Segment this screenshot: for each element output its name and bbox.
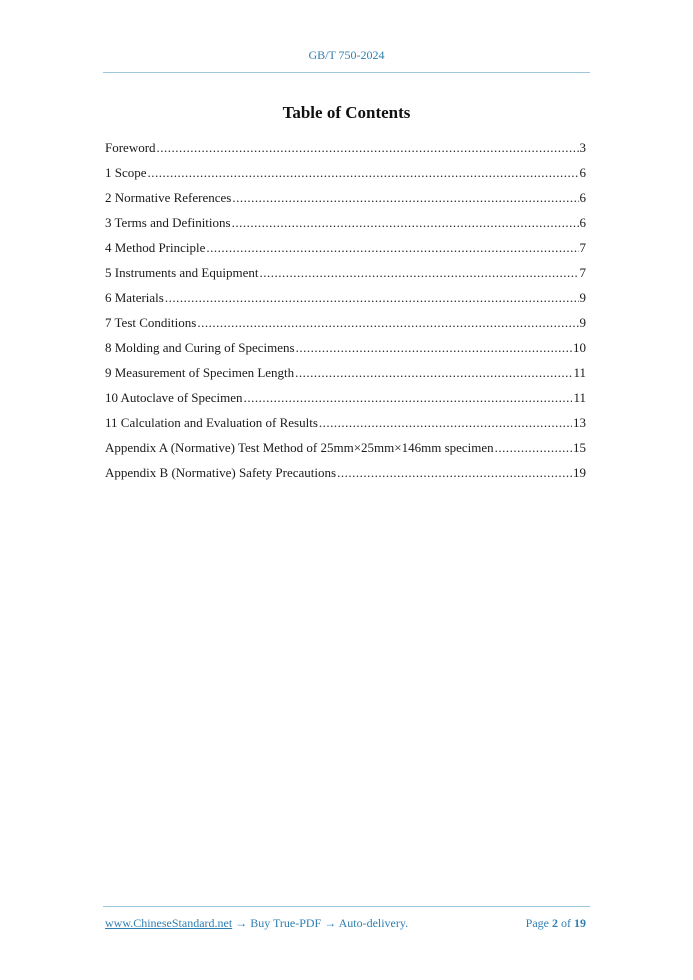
toc-entry-label: Foreword [105, 140, 156, 155]
toc-entry-label: 7 Test Conditions [105, 315, 197, 330]
dot-leader [319, 414, 572, 432]
running-header [103, 48, 590, 63]
toc-entry-label: 10 Autoclave of Specimen [105, 390, 243, 405]
standard-code: GB/T 750-2024 [308, 48, 385, 62]
toc-entry-page: 6 [579, 190, 586, 205]
toc-entry-calculation-and-evaluation[interactable] [105, 414, 586, 439]
dot-leader [244, 389, 573, 407]
toc-entry-normative-references[interactable] [105, 189, 586, 214]
toc-entry-page: 15 [573, 440, 586, 455]
website-link[interactable]: www.ChineseStandard.net [105, 916, 233, 930]
current-page-number: 2 [552, 916, 558, 930]
toc-entry-method-principle[interactable] [105, 239, 586, 264]
dot-leader [259, 264, 578, 282]
toc-entry-label: 8 Molding and Curing of Specimens [105, 340, 295, 355]
toc-entry-page: 9 [579, 290, 586, 305]
toc-entry-label: Appendix B (Normative) Safety Precautions [105, 465, 337, 480]
toc-entry-page: 3 [579, 140, 586, 155]
toc-entry-page: 19 [573, 465, 586, 480]
page-label: Page [525, 916, 549, 930]
dot-leader [232, 189, 578, 207]
dot-leader [296, 339, 572, 357]
page-number [526, 916, 586, 931]
toc-entry-appendix-a[interactable] [105, 439, 586, 464]
toc-entry-page: 10 [573, 340, 586, 355]
toc-entry-label: 9 Measurement of Specimen Length [105, 365, 295, 380]
toc-entry-page: 6 [579, 165, 586, 180]
toc-entry-label: 3 Terms and Definitions [105, 215, 231, 230]
dot-leader [295, 364, 572, 382]
dot-leader [148, 164, 579, 182]
toc-entry-page: 11 [573, 365, 586, 380]
toc-entry-terms-and-definitions[interactable] [105, 214, 586, 239]
dot-leader [165, 289, 579, 307]
toc-entry-scope[interactable] [105, 164, 586, 189]
toc-entry-foreword[interactable] [105, 139, 586, 164]
toc-entry-page: 6 [579, 215, 586, 230]
toc-entry-label: 11 Calculation and Evaluation of Results [105, 415, 318, 430]
toc-entry-instruments-and-equipment[interactable] [105, 264, 586, 289]
dot-leader [157, 139, 579, 157]
footer-divider [103, 906, 590, 907]
dot-leader [206, 239, 578, 257]
page-title: Table of Contents [282, 103, 411, 122]
toc-entry-label: 2 Normative References [105, 190, 232, 205]
toc-entry-page: 7 [579, 240, 586, 255]
toc-entry-materials[interactable] [105, 289, 586, 314]
toc-entry-page: 7 [579, 265, 586, 280]
total-pages-number: 19 [574, 916, 586, 930]
toc-entry-label: 4 Method Principle [105, 240, 206, 255]
footer-promo [105, 916, 408, 931]
toc-entry-molding-and-curing[interactable] [105, 339, 586, 364]
toc-entry-page: 9 [579, 315, 586, 330]
toc-entry-autoclave[interactable] [105, 389, 586, 414]
toc-entry-label: 6 Materials [105, 290, 164, 305]
toc-entry-page: 13 [573, 415, 586, 430]
dot-leader [232, 214, 579, 232]
dot-leader [495, 439, 572, 457]
dot-leader [337, 464, 572, 482]
toc-entry-measurement-of-length[interactable] [105, 364, 586, 389]
header-divider [103, 72, 590, 73]
toc-entry-appendix-b[interactable] [105, 464, 586, 489]
dot-leader [197, 314, 578, 332]
toc-entry-test-conditions[interactable] [105, 314, 586, 339]
table-of-contents [105, 139, 586, 489]
footer-promo-text: → Buy True-PDF → Auto-delivery. [232, 916, 409, 930]
toc-entry-label: 1 Scope [105, 165, 147, 180]
toc-entry-label: Appendix A (Normative) Test Method of 25mm×25mm×146mm specimen [105, 440, 494, 455]
toc-entry-label: 5 Instruments and Equipment [105, 265, 259, 280]
of-label: of [561, 916, 571, 930]
toc-entry-page: 11 [573, 390, 586, 405]
